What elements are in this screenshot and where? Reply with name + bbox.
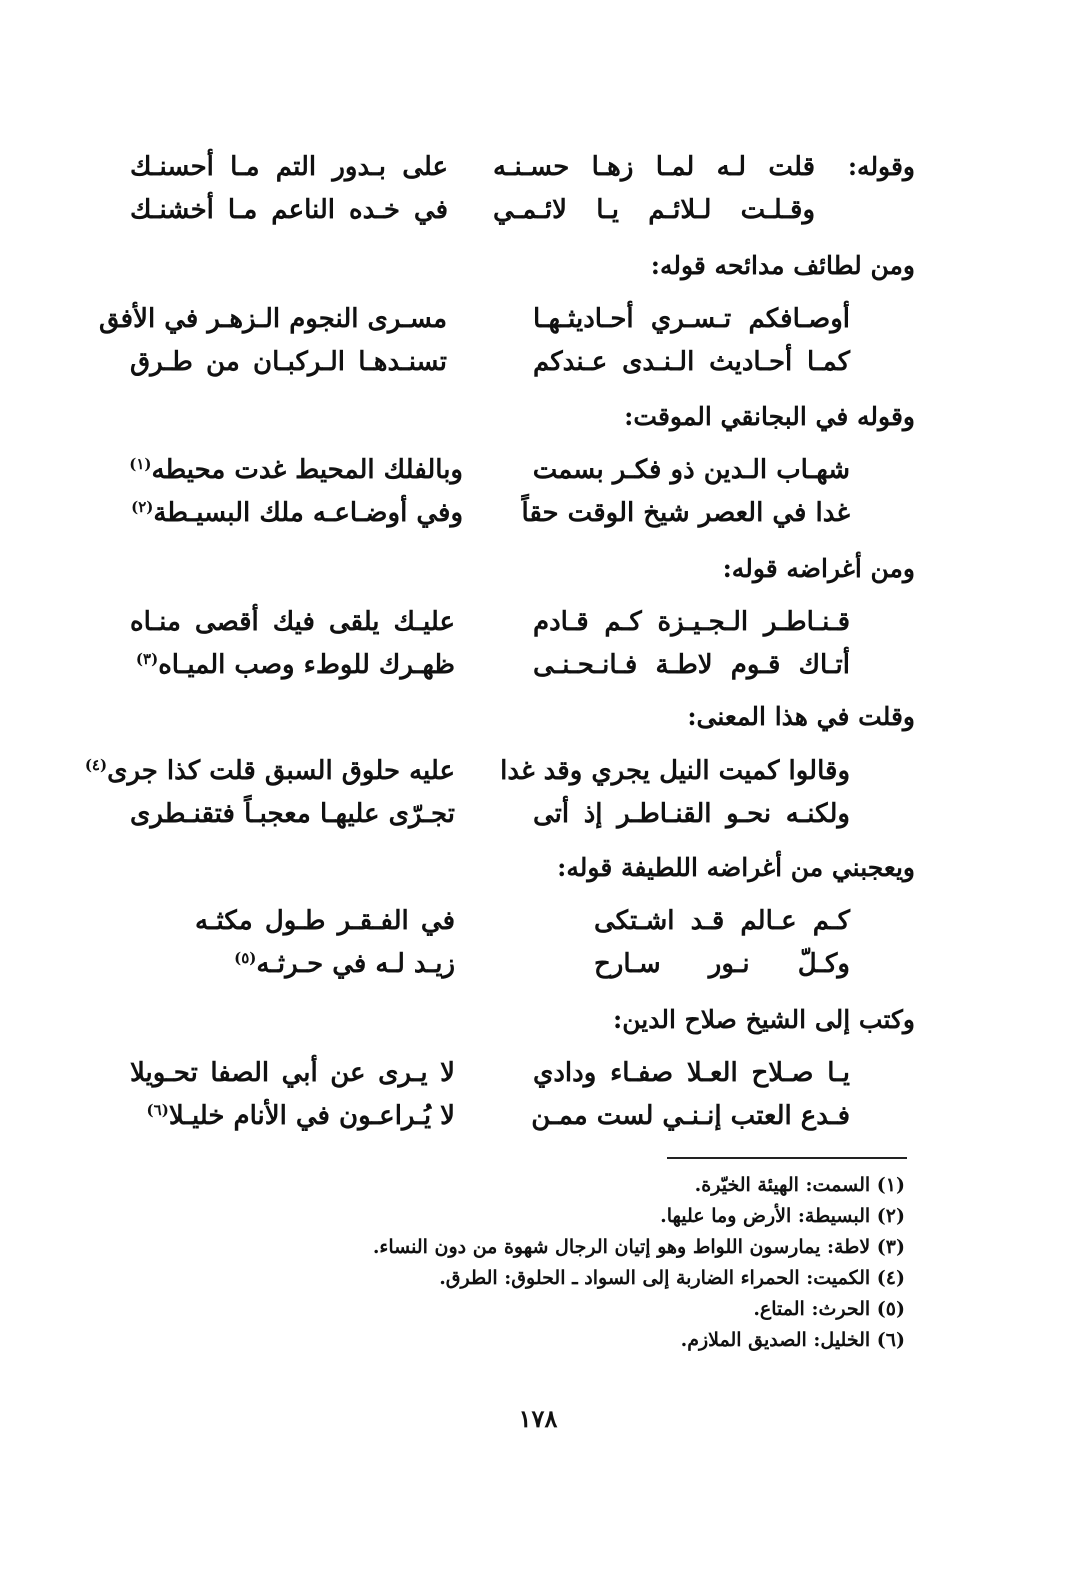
first-hemistich: كـم عـالم قـد اشـتكى [594,905,850,936]
section-intro: ومن أغراضه قوله: [722,554,915,583]
first-hemistich: غدا في العصر شيخ الوقت حقاً [521,497,850,528]
verse-line [130,188,915,231]
footnote-item: (٦) الخليل: الصديق الملازم. [680,1329,905,1351]
second-hemistich: مسـرى النجوم الـزهـر في الأفق [99,303,447,334]
verse-line [130,643,915,686]
footnote-item: (٣) لاطة: يمارسون اللواط وهو إتيان الرجال شهوة من دون النساء. [372,1236,905,1258]
first-hemistich: فـدع العتب إنـنـي لست ممـن [531,1100,850,1131]
second-hemistich: على بـدور التم مـا أحسنـك [130,151,448,182]
verse-line [130,1051,915,1094]
poem-section-4 [130,549,915,589]
verse-line [130,942,915,985]
section-intro: وكتب إلى الشيخ صلاح الدين: [612,1005,915,1034]
footnote-marker: (١) [129,454,152,473]
second-hemistich: عليـك يلقى فيك أقصى منـاه [130,606,455,637]
section-intro: وقلت في هذا المعنى: [687,702,915,731]
second-hemistich: في خـده الناعم مـا أخشنـك [130,194,448,225]
section-intro: ومن لطائف مدائحه قوله: [650,251,915,280]
footnote-item: (١) السمت: الهيئة الخيّرة. [694,1174,905,1196]
intro-label: وقوله: [847,152,915,181]
verse-line [130,145,915,188]
second-hemistich: زيـد لـه في حـرثـه$^{(٥)}$ [234,948,455,979]
footnote-marker: (٦) [146,1100,169,1119]
first-hemistich: يـا صـلاح العـلا صفـاء ودادي [533,1057,850,1088]
first-hemistich: قـنـاطـر الـجـيـزة كـم قـادم [533,606,850,637]
first-hemistich: أتـاك قـوم لاطـة فـانـحـنـى [533,649,850,680]
poem-verses-3 [130,448,915,534]
second-hemistich: وبالفلك المحيط غدت محيطه$^{(١)}$ [129,454,463,485]
footnote-marker: (٢) [131,497,154,516]
second-hemistich: تسنـدهـا الـركبـان من طـرق [130,346,447,377]
poem-verses-5 [84,749,915,835]
footnote-item: (٢) البسيطة: الأرض وما عليها. [660,1205,905,1227]
footnote-marker: (٥) [234,948,257,967]
poem-section-1 [130,145,915,231]
page-number: ١٧٨ [518,1404,558,1433]
verse-line [130,899,915,942]
second-hemistich: تجـرّى عليهـا معجبـاً فتقنـطرى [130,798,455,829]
poem-verses-4 [130,600,915,686]
footnote-marker: (٣) [135,649,159,668]
poem-section-2 [130,246,915,286]
second-hemistich: وفي أوضـاعـه ملك البسيـطة$^{(٢)}$ [131,497,463,528]
first-hemistich: وكـلّ نـور سـارح [594,948,850,979]
section-intro: ويعجبني من أغراضه اللطيفة قوله: [557,853,915,882]
poem-section-6 [130,848,915,888]
first-hemistich: وقـلـت لـلائـم يـا لائـمـي [493,194,815,225]
verse-line [130,448,915,491]
footnote-item: (٥) الحرث: المتاع. [753,1298,905,1320]
second-hemistich: في الفـقـر طـول مكثـه [195,905,455,936]
second-hemistich: ظهـرك للوطء وصب الميـاه$^{(٣)}$ [135,649,455,680]
verse-line [99,297,915,340]
verse-line [130,1094,915,1137]
verse-line [130,600,915,643]
first-hemistich: كمـا أحـاديث الـنـدى عـندكم [533,346,850,377]
verse-line [84,749,915,792]
footnote-item: (٤) الكميت: الحمراء الضاربة إلى السواد ـ الحلوق: الطرق. [439,1267,905,1289]
poem-verses-6 [130,899,915,985]
footnote-divider [667,1157,907,1159]
second-hemistich: عليه حلوق السبق قلت كذا جرى$^{(٤)}$ [84,755,455,786]
first-hemistich: ولكنـه نحـو القنـاطـر إذ أتى [533,798,850,829]
poem-verses-7 [130,1051,915,1137]
verse-line [130,792,915,835]
section-intro: وقوله في البجانقي الموقت: [624,402,915,431]
footnotes [340,1170,905,1356]
first-hemistich: قلت لـه لمـا زهـا حسـنـه [493,151,815,182]
footnote-marker: (٤) [84,755,108,774]
first-hemistich: وقالوا كميت النيل يجري وقد غدا [500,755,850,786]
first-hemistich: شهـاب الـدين ذو فكـر بسمت [532,454,850,485]
second-hemistich: لا يُـراعـون في الأنام خليـلا$^{(٦)}$ [146,1100,455,1131]
verse-line [130,491,915,534]
poem-verses-2 [99,297,915,383]
first-hemistich: أوصـافكم تـسـري أحـاديثـهـا [533,303,850,334]
verse-line [130,340,915,383]
poem-section-7 [130,1000,915,1040]
poem-section-5 [130,697,915,737]
poem-section-3 [130,397,915,437]
second-hemistich: لا يـرى عن أبي الصفا تحـويلا [130,1057,455,1088]
